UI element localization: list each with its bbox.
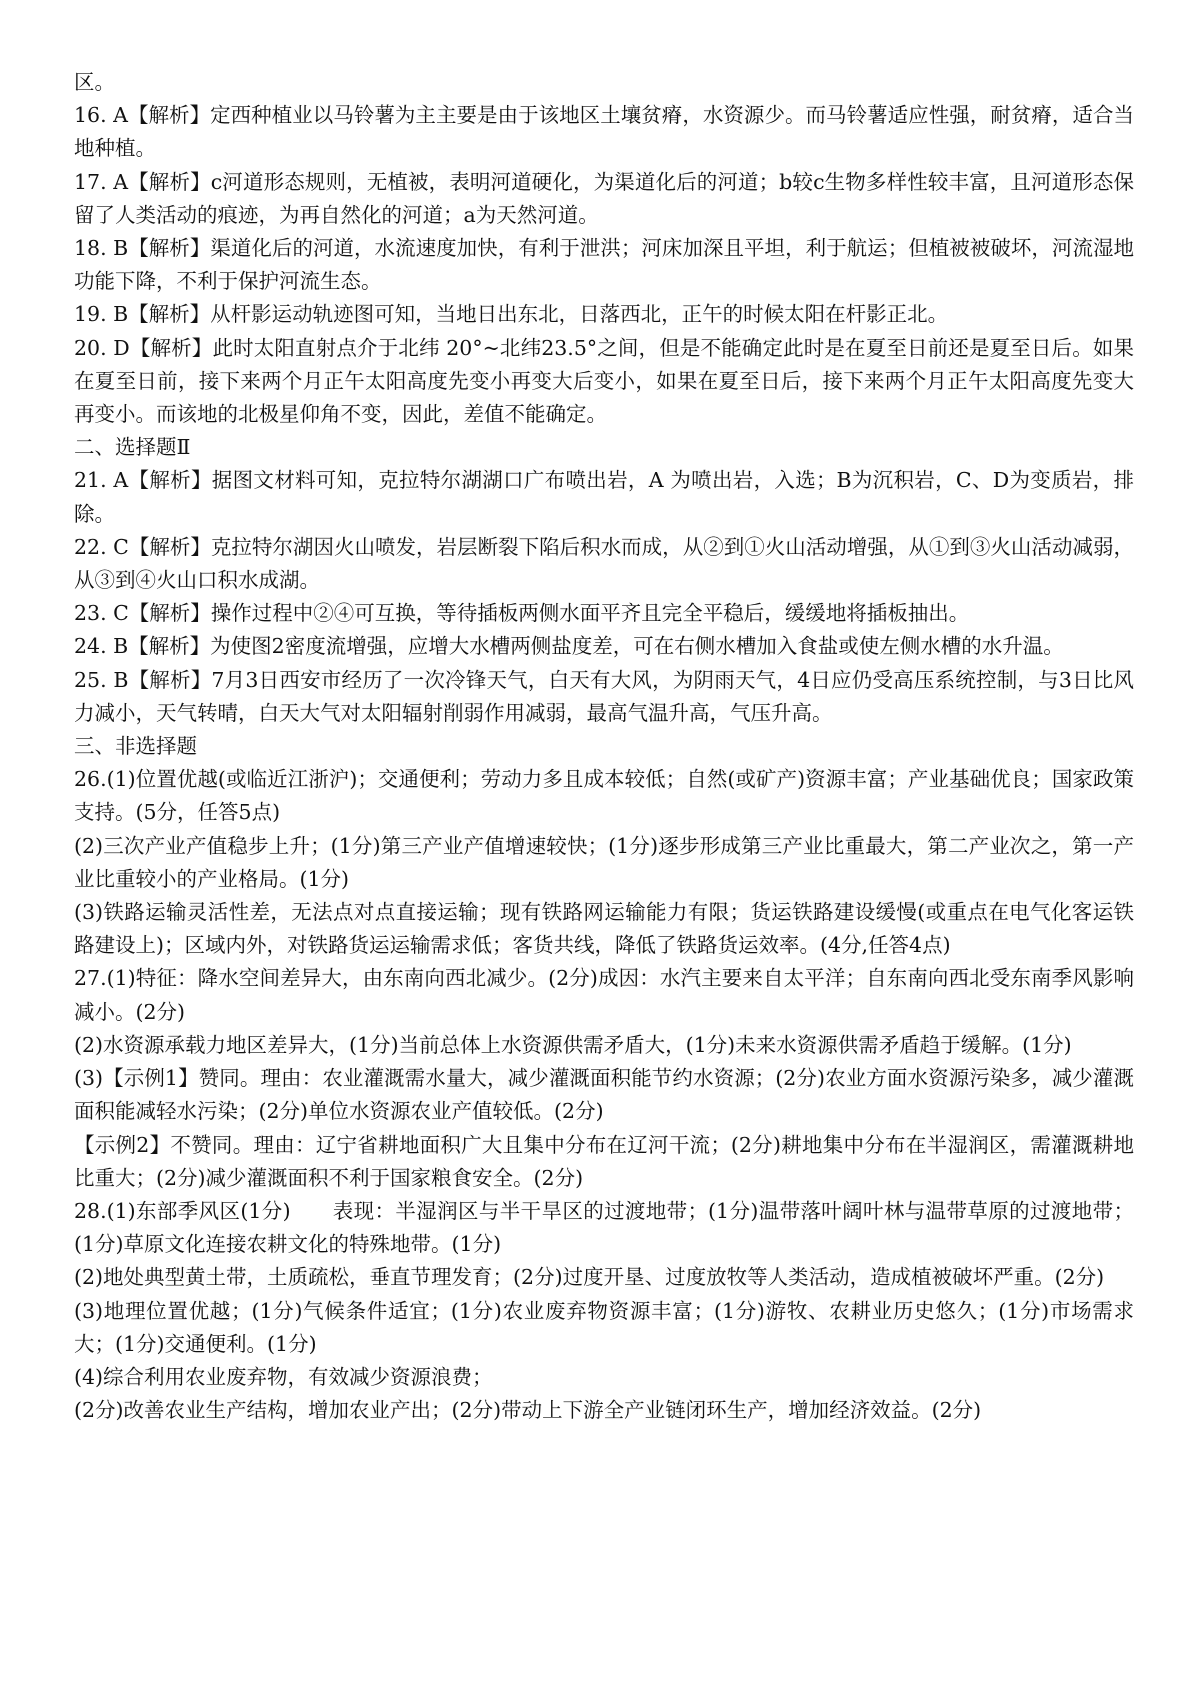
answer-26-part-2: (2)三次产业产值稳步上升；(1分)第三产业产值增速较快；(1分)逐步形成第三产业比重最大，第二产业次之，第一产业比重较小的产业格局。(1分) (74, 833, 1134, 891)
answer-text-body (74, 66, 1134, 1427)
answer-22: 22. C【解析】克拉特尔湖因火山喷发，岩层断裂下陷后积水而成，从②到①火山活动增强，从①到③火山活动减弱，从③到④火山口积水成湖。 (74, 534, 1134, 593)
answer-25: 25. B【解析】7月3日西安市经历了一次冷锋天气，白天有大风，为阴雨天气，4日应仍受高压系统控制，与3日比风力减小，天气转晴，白天大气对太阳辐射削弱作用减弱，最高气温升高，气压升高。 (74, 667, 1134, 725)
answer-28-part-1: 28.(1)东部季风区(1分) 表现：半湿润区与半干旱区的过渡地带；(1分)温带落叶阔叶林与温带草原的过渡地带；(1分)草原文化连接农耕文化的特殊地带。(1分) (74, 1198, 1134, 1257)
answer-26-part-1: 26.(1)位置优越(或临近江浙沪)；交通便利；劳动力多且成本较低；自然(或矿产)资源丰富；产业基础优良；国家政策支持。(5分，任答5点) (74, 767, 1134, 825)
answer-17: 17. A【解析】c河道形态规则，无植被，表明河道硬化，为渠道化后的河道；b较c生物多样性较丰富，且河道形态保留了人类活动的痕迹，为再自然化的河道；a为天然河道。 (74, 169, 1134, 227)
answer-26-part-3: (3)铁路运输灵活性差，无法点对点直接运输；现有铁路网运输能力有限；货运铁路建设缓慢(或重点在电气化客运铁路建设上)；区域内外，对铁路货运运输需求低；客货共线，降低了铁路货运效率。(4分,任答4点) (74, 900, 1134, 958)
answer-27-part-3-example-1: (3)【示例1】赞同。理由：农业灌溉需水量大，减少灌溉面积能节约水资源；(2分)农业方面水资源污染多，减少灌溉面积能减轻水污染；(2分)单位水资源农业产值较低。(2分) (74, 1066, 1134, 1124)
answer-24: 24. B【解析】为使图2密度流增强，应增大水槽两侧盐度差，可在右侧水槽加入食盐或使左侧水槽的水升温。 (74, 634, 1064, 659)
answer-20: 20. D【解析】此时太阳直射点介于北纬 20°~北纬23.5°之间，但是不能确定此时是在夏至日前还是夏至日后。如果在夏至日前，接下来两个月正午太阳高度先变小再变大后变小，如果在夏至日后，接下来两个月正午太阳高度先变大再变小。而该地的北极星仰角不变，因此，差值不能确定。 (74, 335, 1134, 427)
answer-28-part-2: (2)地处典型黄土带，土质疏松，垂直节理发育；(2分)过度开垦、过度放牧等人类活动，造成植被破坏严重。(2分) (74, 1265, 1105, 1290)
answer-21: 21. A【解析】据图文材料可知，克拉特尔湖湖口广布喷出岩，A 为喷出岩，入选；B为沉积岩，C、D为变质岩，排除。 (74, 468, 1134, 526)
answer-19: 19. B【解析】从杆影运动轨迹图可知，当地日出东北，日落西北，正午的时候太阳在杆影正北。 (74, 302, 949, 327)
answer-18: 18. B【解析】渠道化后的河道，水流速度加快，有利于泄洪；河床加深且平坦，利于航运；但植被被破坏，河流湿地功能下降，不利于保护河流生态。 (74, 236, 1134, 294)
section-heading-non-choice: 三、非选择题 (74, 734, 197, 759)
answer-27-part-3-example-2: 【示例2】不赞同。理由：辽宁省耕地面积广大且集中分布在辽河干流；(2分)耕地集中分布在半湿润区，需灌溉耕地比重大；(2分)减少灌溉面积不利于国家粮食安全。(2分) (74, 1132, 1134, 1190)
answer-27-part-1: 27.(1)特征：降水空间差异大，由东南向西北减少。(2分)成因：水汽主要来自太平洋；自东南向西北受东南季风影响减小。(2分) (74, 966, 1134, 1024)
answer-27-part-2: (2)水资源承载力地区差异大，(1分)当前总体上水资源供需矛盾大，(1分)未来水资源供需矛盾趋于缓解。(1分) (74, 1032, 1072, 1057)
answer-16: 16. A【解析】定西种植业以马铃薯为主主要是由于该地区土壤贫瘠，水资源少。而马铃薯适应性强，耐贫瘠，适合当地种植。 (74, 103, 1134, 161)
section-heading-choice-2: 二、选择题Ⅱ (74, 435, 191, 460)
answer-28-part-3: (3)地理位置优越；(1分)气候条件适宜；(1分)农业废弃物资源丰富；(1分)游牧、农耕业历史悠久；(1分)市场需求大；(1分)交通便利。(1分) (74, 1298, 1134, 1356)
answer-23: 23. C【解析】操作过程中②④可互换，等待插板两侧水面平齐且完全平稳后，缓缓地将插板抽出。 (74, 601, 970, 626)
answer-28-part-4-line-1: (4)综合利用农业废弃物，有效减少资源浪费； (74, 1364, 493, 1389)
answer-28-part-4-line-2: (2分)改善农业生产结构，增加农业产出；(2分)带动上下游全产业链闭环生产，增加经济效益。(2分) (74, 1398, 982, 1423)
answer-line-continuation: 区。 (74, 70, 115, 94)
